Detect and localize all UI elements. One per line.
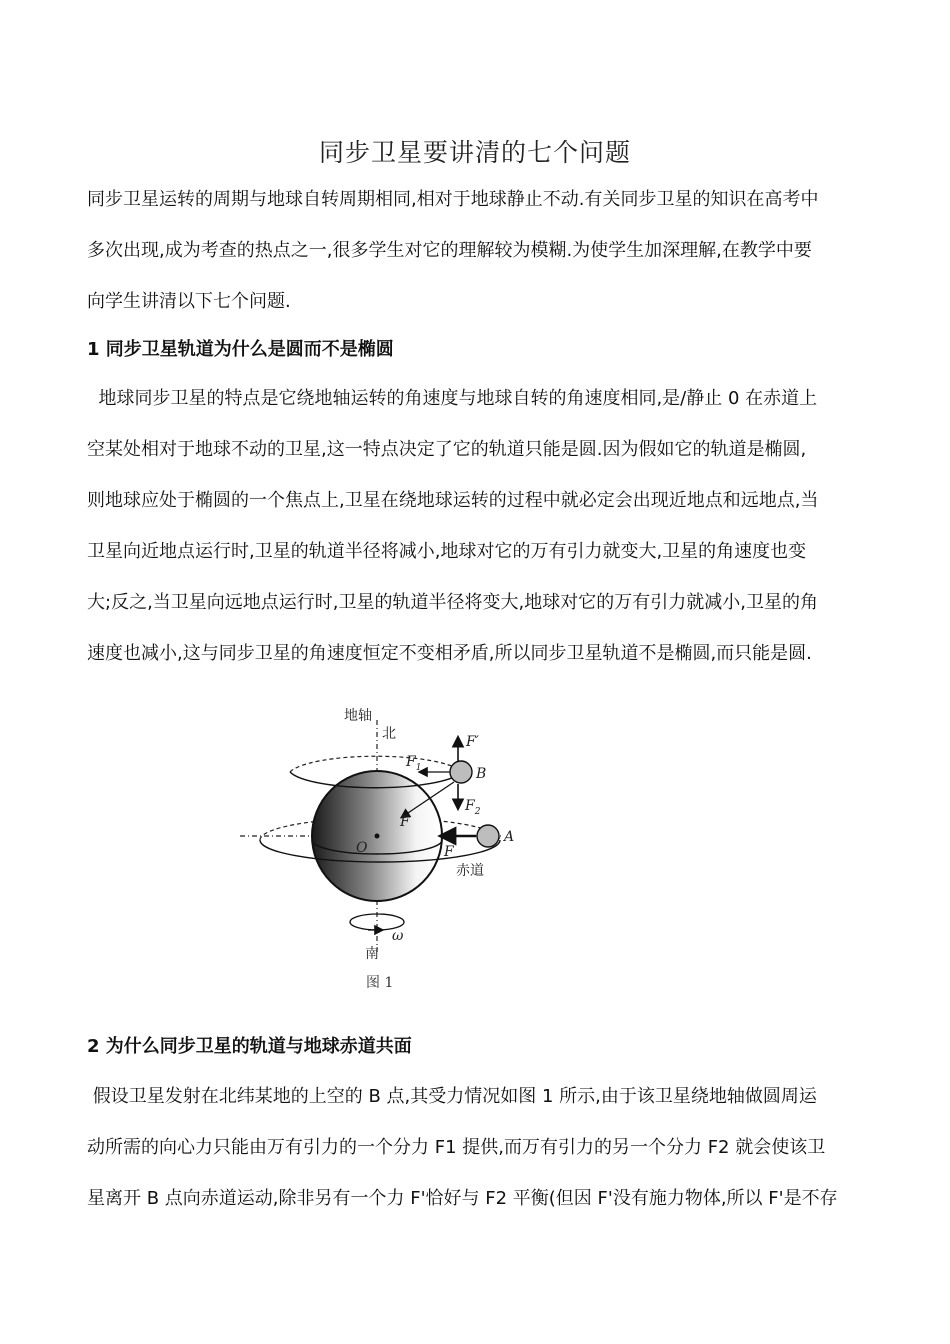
section-1-paragraph	[87, 373, 867, 679]
section-1-line: 大;反之,当卫星向远地点运行时,卫星的轨道半径将变大,地球对它的万有引力就减小,卫星的角	[87, 592, 818, 613]
section-1-line: 速度也减小,这与同步卫星的角速度恒定不变相矛盾,所以同步卫星轨道不是椭圆,而只能是圆.	[87, 643, 812, 664]
section-2-line: 星离开 B 点向赤道运动,除非另有一个力 F'恰好与 F2 平衡(但因 F'没有施力物体,所以 F'是不存	[87, 1188, 838, 1209]
section-2-paragraph	[87, 1071, 867, 1224]
figure-caption: 图 1	[366, 975, 394, 991]
intro-line: 多次出现,成为考查的热点之一,很多学生对它的理解较为模糊.为使学生加深理解,在教学中要	[87, 240, 812, 261]
force-f2-label: $F_2$	[465, 798, 481, 817]
intro-line: 同步卫星运转的周期与地球自转周期相同,相对于地球静止不动.有关同步卫星的知识在高考中	[87, 189, 819, 210]
force-f-prime-label: F′	[466, 734, 479, 750]
satellite-a	[477, 825, 499, 847]
force-fa-label: F	[444, 844, 454, 860]
force-f-label: F	[400, 814, 410, 830]
equator-label: 赤道	[456, 863, 484, 879]
north-label: 北	[382, 726, 396, 742]
omega-label: ω	[392, 928, 404, 944]
section-2-heading: 2 为什么同步卫星的轨道与地球赤道共面	[87, 1036, 412, 1057]
section-1-line: 卫星向近地点运行时,卫星的轨道半径将减小,地球对它的万有引力就变大,卫星的角速度也变	[87, 541, 807, 562]
latitude-orbit-back	[290, 756, 462, 772]
center-label: O	[356, 840, 368, 856]
satellite-force-figure	[232, 700, 532, 1000]
point-b-label: B	[476, 766, 487, 782]
axis-label: 地轴	[344, 708, 372, 724]
south-label: 南	[365, 946, 379, 962]
section-2-line: 假设卫星发射在北纬某地的上空的 B 点,其受力情况如图 1 所示,由于该卫星绕地轴做圆周运	[87, 1086, 817, 1107]
page-title: 同步卫星要讲清的七个问题	[318, 138, 631, 167]
section-1-line: 地球同步卫星的特点是它绕地轴运转的角速度与地球自转的角速度相同,是/静止 0 在赤道上	[87, 388, 818, 409]
satellite-b	[450, 761, 472, 783]
intro-paragraph	[87, 174, 867, 327]
section-2-line: 动所需的向心力只能由万有引力的一个分力 F1 提供,而万有引力的另一个分力 F2 就会使该卫	[87, 1137, 826, 1158]
intro-line: 向学生讲清以下七个问题.	[87, 291, 291, 312]
section-1-line: 则地球应处于椭圆的一个焦点上,卫星在绕地球运转的过程中就必定会出现近地点和远地点,当	[87, 490, 819, 511]
section-1-heading: 1 同步卫星轨道为什么是圆而不是椭圆	[87, 339, 394, 360]
point-a-label: A	[504, 829, 515, 845]
section-1-line: 空某处相对于地球不动的卫星,这一特点决定了它的轨道只能是圆.因为假如它的轨道是椭圆,	[87, 439, 807, 460]
center-point	[375, 834, 380, 839]
force-f1-label: $F_1$	[406, 754, 422, 773]
